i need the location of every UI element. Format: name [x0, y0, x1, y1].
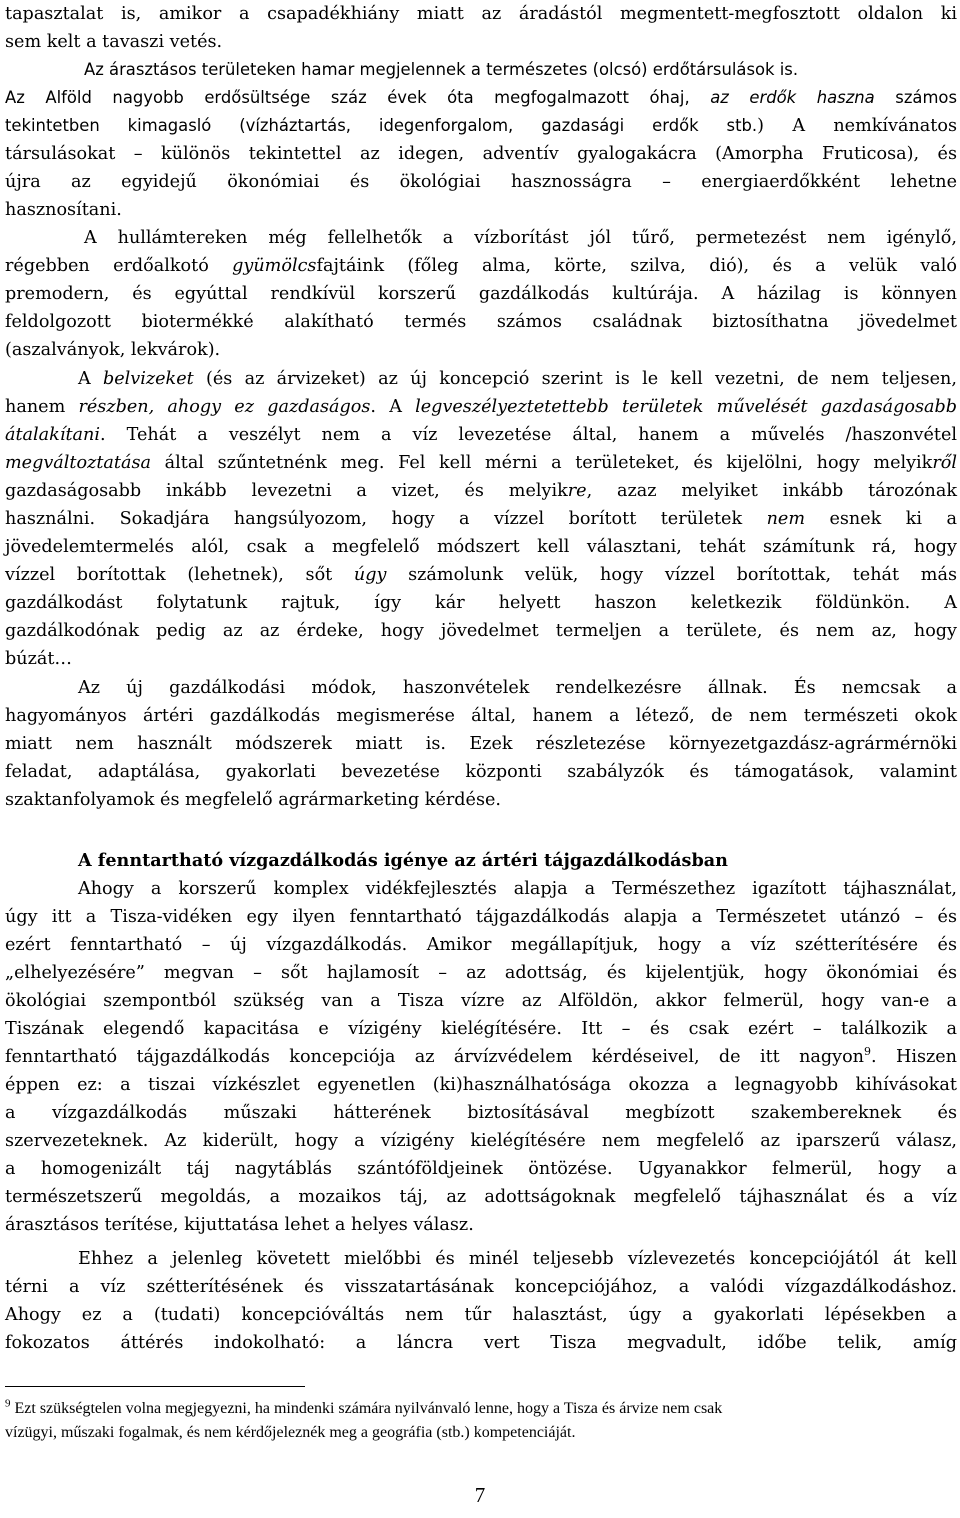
text-span: vízzel borítottak (lehetnek), sőt: [5, 565, 354, 585]
text-span: által szűntetnénk meg. Fel kell mérni a területeket, és kijelölni, hogy melyik: [150, 453, 933, 473]
text-line: [5, 533, 957, 561]
text-line: [5, 959, 957, 987]
text-line: [5, 561, 957, 589]
text-span: A: [78, 369, 103, 389]
text-line: [5, 903, 957, 931]
text-span: gazdálkodást folytatunk rajtuk, így kár helyett haszon keletkezik földünkön. A: [5, 593, 957, 613]
text-span: a homogenizált táj nagytáblás szántóföldjeinek öntözése. Ugyanakkor felmerül, hogy a: [5, 1159, 957, 1179]
text-span: Az új gazdálkodási módok, haszonvételek rendelkezésre állnak. És nemcsak a: [78, 678, 957, 698]
text-line: [5, 336, 957, 364]
text-line: [78, 875, 957, 903]
footnote-number: 9: [5, 1397, 11, 1410]
text-line: [5, 617, 957, 645]
text-line: [5, 1127, 957, 1155]
text-span: gazdaságosabb inkább levezetni a vizet, és melyik: [5, 481, 568, 501]
text-line: [5, 1155, 957, 1183]
text-span: feladat, adaptálása, gyakorlati bevezetése központi szabályzók és támogatások, valamint: [5, 762, 957, 782]
text-span: ökológiai szempontból szükség van a Tisza vízre az Alföldön, akkor felmerül, hogy van-e a: [5, 991, 957, 1011]
text-line: [5, 931, 957, 959]
text-line: [5, 645, 957, 673]
text-line: [5, 28, 957, 56]
italic-span: legveszélyeztetettebb területek művelését gazdaságosabb: [415, 397, 957, 417]
text-span: társulásokat – különös tekintettel az idegen, adventív gyalogakácra (Amorpha Fruticosa), és: [5, 144, 957, 164]
italic-span: belvizeket: [103, 369, 194, 389]
text-line: [78, 1245, 957, 1273]
text-span: . A: [370, 397, 416, 417]
footnote-separator: [5, 1386, 305, 1387]
text-span: . Tehát a veszélyt nem a víz levezetése által, hanem a művelés /haszonvétel: [99, 425, 957, 445]
text-line: [5, 1211, 957, 1239]
text-line: [5, 1301, 957, 1329]
italic-span: gyümölcs: [232, 256, 317, 276]
text-span: a vízgazdálkodás műszaki hátterének biztosításával megbízott szakembereknek és: [5, 1103, 957, 1123]
text-span: fenntartható tájgazdálkodás koncepciója az árvízvédelem kérdéseivel, de itt nagyon: [5, 1047, 865, 1067]
text-line: [5, 280, 957, 308]
text-span: Az Alföld nagyobb erdősültsége száz évek óta megfogalmazott óhaj,: [5, 88, 711, 107]
text-line: [5, 786, 957, 814]
italic-span: ről: [932, 453, 957, 473]
text-span: tapasztalat is, amikor a csapadékhiány miatt az áradástól megmentett-megfosztott oldalon ki: [5, 4, 957, 24]
text-span: hagyományos ártéri gazdálkodás megismerése által, hanem a létező, de nem természeti okok: [5, 706, 957, 726]
footnote-text: vízügyi, műszaki fogalmak, és nem kérdőjeleznék meg a geográfia (stb.) kompetenciáját.: [5, 1424, 576, 1441]
text-span: premodern, és egyúttal rendkívül korszerű gazdálkodás kultúrája. A házilag is könnyen: [5, 284, 957, 304]
italic-span: megváltoztatása: [5, 453, 151, 473]
text-span: régebben erdőalkotó: [5, 256, 233, 276]
text-line: [5, 505, 957, 533]
text-span: ) A nemkívánatos: [757, 116, 957, 136]
text-span: úgy itt a Tisza-vidéken egy ilyen fenntartható tájgazdálkodás alapja a Természetet utánzó – és: [5, 907, 957, 927]
heading-text: A fenntartható vízgazdálkodás igénye az ártéri tájgazdálkodásban: [78, 850, 728, 871]
text-span: éppen ez: a tiszai vízkészlet egyenetlen (ki)használhatósága okozza a legnagyobb kihívásokat: [5, 1075, 957, 1095]
text-span: tekintetben kimagasló (vízháztartás, idegenforgalom, gazdasági erdők stb.: [5, 116, 758, 135]
text-line: [5, 308, 957, 336]
text-span: feldolgozott biotermékké alakítható termés számos családnak biztosíthatna jövedelmet: [5, 312, 957, 332]
page-number: 7: [474, 1483, 486, 1507]
text-line: [5, 1099, 957, 1127]
text-line: [5, 112, 957, 140]
text-span: számolunk velük, hogy vízzel borítottak, tehát más: [386, 565, 957, 585]
footnote-line: [5, 1397, 957, 1421]
italic-span: átalakítani: [5, 425, 100, 445]
section-heading: [78, 847, 960, 875]
italic-span: részben, ahogy ez gazdaságos: [78, 397, 371, 417]
text-line: [5, 987, 957, 1015]
text-line: [5, 168, 957, 196]
text-span: szervezeteknek. Az kiderült, hogy a vízigény kielégítésére nem megfelelő az iparszerű válasz,: [5, 1131, 957, 1151]
text-line: [84, 56, 957, 84]
text-span: esnek ki a: [805, 509, 957, 529]
text-line: [5, 1183, 957, 1211]
text-span: ezért fenntartható – új vízgazdálkodás. Amikor megállapítjuk, hogy a víz szétterítésére és: [5, 935, 957, 955]
text-span: fokozatos áttérés indokolható: a láncra vert Tisza megvadult, időbe telik, amíg: [5, 1333, 957, 1353]
italic-span: az erdők haszna: [710, 88, 875, 107]
text-line: [5, 449, 957, 477]
text-line: [5, 589, 957, 617]
text-line: [5, 1071, 957, 1099]
text-span: hanem: [5, 397, 79, 417]
footnote-ref: 9: [864, 1045, 872, 1059]
text-line: [5, 84, 957, 112]
text-span: (és az árvizeket) az új koncepció szerint is le kell vezetni, de nem teljesen,: [193, 369, 957, 389]
text-span: gazdálkodónak pedig az az érdeke, hogy jövedelmet termeljen a területe, és nem az, hogy: [5, 621, 957, 641]
text-span: búzát…: [5, 649, 73, 669]
text-span: térni a víz szétterítésének és visszatartásának koncepciójához, a valódi vízgazdálkodáshoz.: [5, 1277, 957, 1297]
text-span: . Hiszen: [871, 1047, 957, 1067]
text-line: [5, 1273, 957, 1301]
text-line: [84, 224, 957, 252]
text-span: Az árasztásos területeken hamar megjelennek a természetes (olcsó) erdőtársulások is.: [84, 60, 799, 79]
text-line: [78, 674, 957, 702]
text-line: [5, 758, 957, 786]
text-span: fajtáink (főleg alma, körte, szilva, dió), és a velük való: [316, 256, 957, 276]
text-span: sem kelt a tavaszi vetés.: [5, 32, 223, 52]
italic-span: re: [567, 481, 587, 501]
text-span: , azaz melyiket inkább tározónak: [586, 481, 957, 501]
footnote-text: Ezt szükségtelen volna megjegyezni, ha mindenki számára nyilvánvaló lenne, hogy a Tisza és árvize nem csak: [10, 1400, 723, 1417]
text-line: [5, 1043, 957, 1071]
text-line: [5, 1015, 957, 1043]
text-line: [5, 477, 957, 505]
text-span: árasztásos terítése, kijuttatása lehet a helyes válasz.: [5, 1215, 474, 1235]
text-span: természetszerű megoldás, a mozaikos táj, az adottságoknak megfelelő tájhasználat és a víz: [5, 1187, 957, 1207]
text-line: [5, 730, 957, 758]
text-span: (aszalványok, lekvárok).: [5, 340, 221, 360]
text-span: Tiszának elegendő kapacitása e vízigény kielégítésére. Itt – és csak ezért – találkozik a: [5, 1019, 957, 1039]
text-span: újra az egyidejű ökonómiai és ökológiai hasznosságra – energiaerdőkként lehetne: [5, 172, 957, 192]
text-span: hasznosítani.: [5, 200, 122, 220]
text-span: Ahogy ez a (tudati) koncepcióváltás nem tűr halasztást, úgy a gyakorlati lépésekben a: [5, 1305, 957, 1325]
text-span: Ahogy a korszerű komplex vidékfejlesztés alapja a Természethez igazított tájhasználat,: [78, 879, 957, 899]
text-span: számos: [874, 88, 958, 107]
text-span: „elhelyezésére” megvan – sőt hajlamosít – az adottság, és kijelentjük, hogy ökonómiai és: [5, 963, 957, 983]
text-line: [5, 196, 957, 224]
text-line: [5, 702, 957, 730]
text-span: A hullámtereken még fellelhetők a vízborítást jól tűrő, permetezést nem igénylő,: [84, 228, 957, 248]
text-line: [5, 140, 957, 168]
text-line: [5, 393, 957, 421]
text-line: [78, 365, 957, 393]
text-span: jövedelemtermelés alól, csak a megfelelő módszert kell választani, tehát számítunk rá, hogy: [5, 537, 957, 557]
text-span: Ehhez a jelenleg követett mielőbbi és minél teljesebb vízlevezetés koncepciójától át kell: [78, 1249, 957, 1269]
text-line: [5, 252, 957, 280]
text-line: [5, 0, 957, 28]
italic-span: nem: [766, 509, 806, 529]
text-line: [5, 421, 957, 449]
text-span: használni. Sokadjára hangsúlyozom, hogy a vízzel borított területek: [5, 509, 767, 529]
footnote-line: [5, 1421, 957, 1445]
text-span: miatt nem használt módszerek miatt is. Ezek részletezése környezetgazdász-agrármérnöki: [5, 734, 957, 754]
text-line: [5, 1329, 957, 1357]
italic-span: úgy: [353, 565, 387, 585]
text-span: szaktanfolyamok és megfelelő agrármarketing kérdése.: [5, 790, 501, 810]
